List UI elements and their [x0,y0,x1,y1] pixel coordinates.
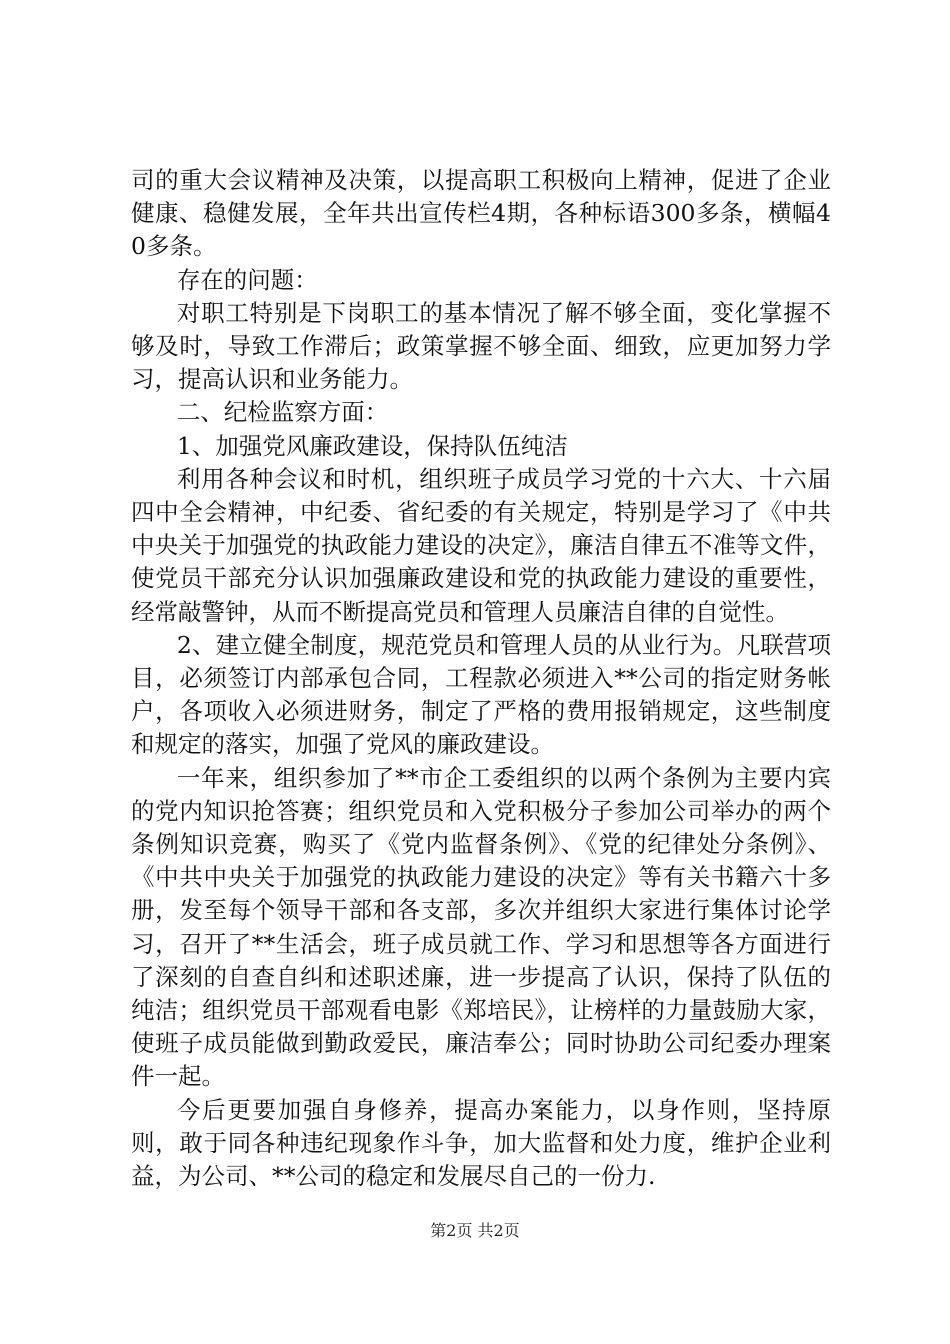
paragraph-year-review: 一年来，组织参加了**市企工委组织的以两个条例为主要内宾的党内知识抢答赛；组织党员和入党积极分子参加公司举办的两个条例知识竞赛，购买了《党内监督条例》、《党的纪律处分条例》、《中共中央关于加强党的执政能力建设的决定》等有关书籍六十多册，发至每个领导干部和各支部，多次并组织大家进行集体讨论学习，召开了**生活会，班子成员就工作、学习和思想等各方面进行了深刻的自查自纠和述职述廉，进一步提高了认识，保持了队伍的纯洁；组织党员干部观看电影《郑培民》，让榜样的力量鼓励大家，使班子成员能做到勤政爱民，廉洁奉公；同时协助公司纪委办理案件一起。 [131,763,831,1091]
document-body [131,164,831,1193]
section-heading-discipline: 二、纪检监察方面： [176,398,389,427]
paragraph-future: 今后更要加强自身修养，提高办案能力，以身作则，坚持原则，敢于同各种违纪现象作斗争，加大监督和处力度，维护企业利益，为公司、**公司的稳定和发展尽自己的一份力. [131,1095,831,1191]
paragraph-issues-heading: 存在的问题： [176,265,318,294]
subheading-integrity: 1、加强党风廉政建设，保持队伍纯洁 [176,431,568,460]
paragraph-continuation: 司的重大会议精神及决策，以提高职工积极向上精神，促进了企业健康、稳健发展，全年共出宣传栏4期，各种标语300多条，横幅40多条。 [131,166,831,261]
page-footer: 第2页 共2页 [430,1221,520,1240]
paragraph-issues: 对职工特别是下岗职工的基本情况了解不够全面，变化掌握不够及时，导致工作滞后；政策掌握不够全面、细致，应更加努力学习，提高认识和业务能力。 [131,298,831,394]
paragraph-system: 2、建立健全制度，规范党员和管理人员的从业行为。凡联营项目，必须签订内部承包合同，工程款必须进入**公司的指定财务帐户，各项收入必须进财务，制定了严格的费用报销规定，这些制度和规定的落实，加强了党风的廉政建设。 [131,630,831,759]
paragraph-study: 利用各种会议和时机，组织班子成员学习党的十六大、十六届四中全会精神，中纪委、省纪委的有关规定，特别是学习了《中共中央关于加强党的执政能力建设的决定》，廉洁自律五不准等文件，使党员干部充分认识加强廉政建设和党的执政能力建设的重要性，经常敲警钟，从而不断提高党员和管理人员廉洁自律的自觉性。 [131,464,831,626]
